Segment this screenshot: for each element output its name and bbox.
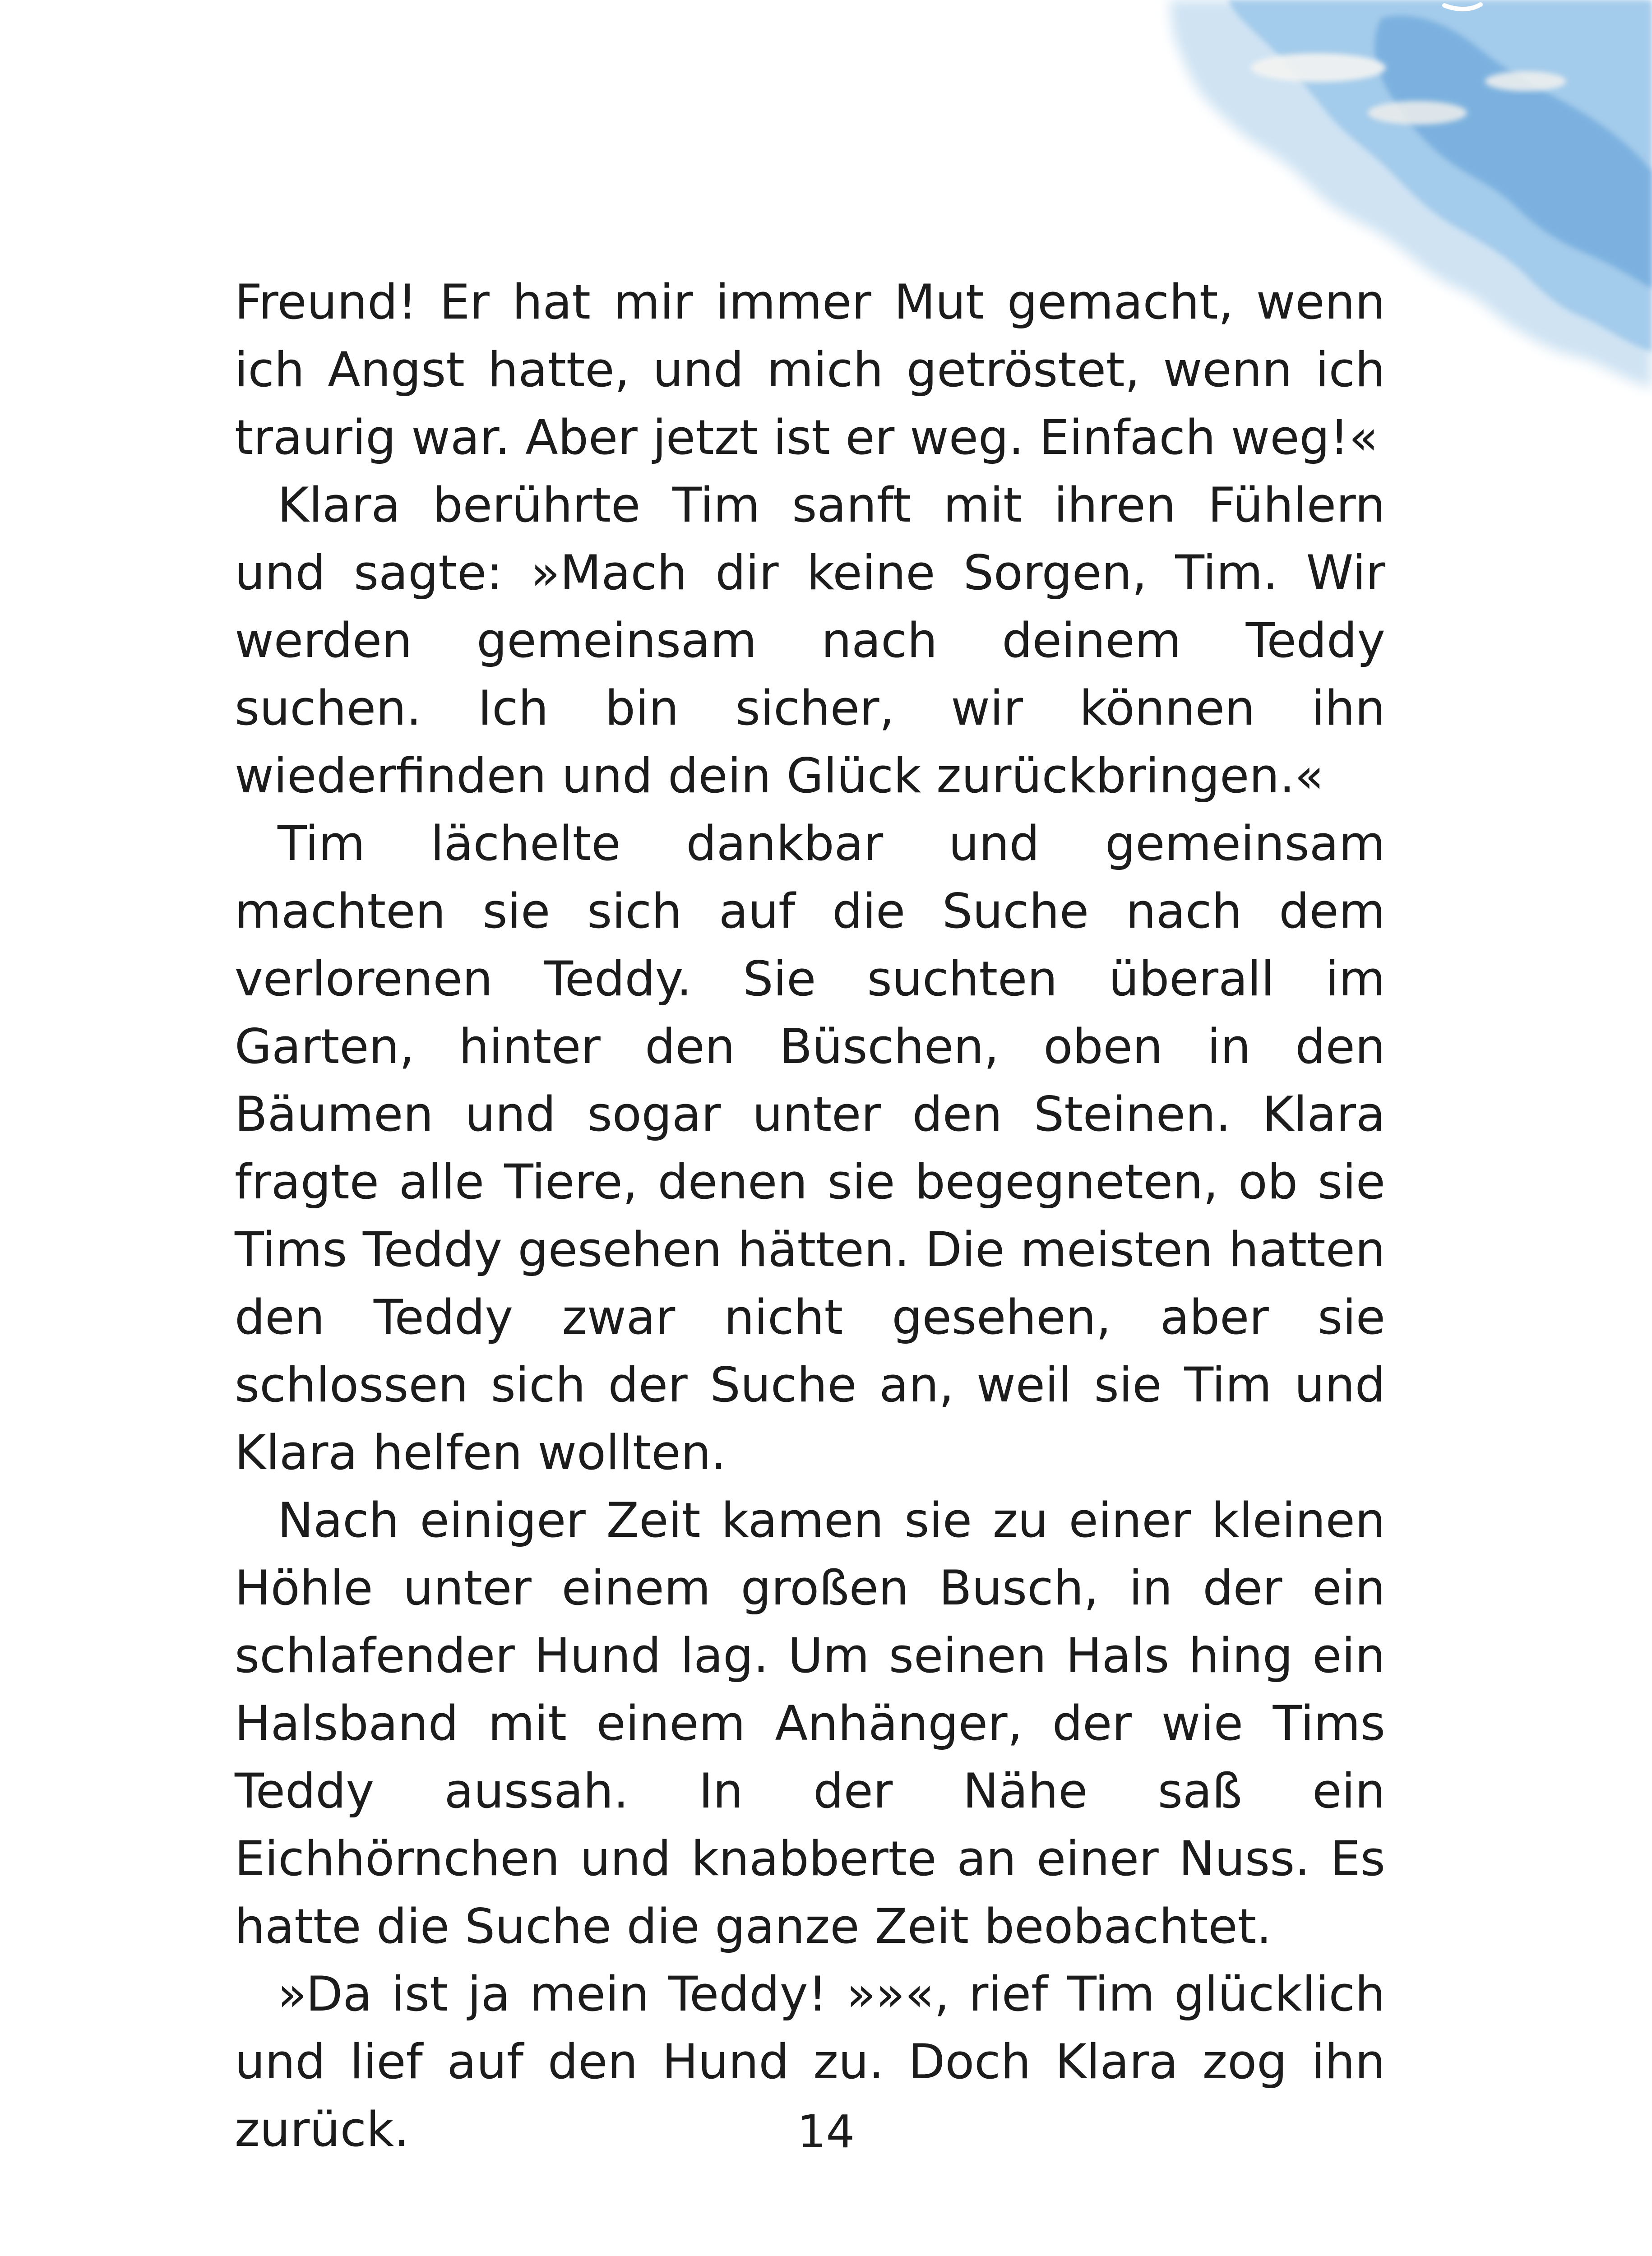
- story-text: [235, 268, 1385, 2164]
- paragraph-1: Freund! Er hat mir immer Mut gemacht, wenn ich Angst hatte, und mich getröstet, wenn ich traurig war. Aber jetzt ist er weg. Einfach weg!«: [235, 274, 1385, 465]
- cloud-shape: [1368, 101, 1467, 125]
- paragraph-5: »Da ist ja mein Teddy! »»«, rief Tim glücklich und lief auf den Hund zu. Doch Klara zog ihn zurück.: [235, 1966, 1385, 2157]
- paragraph-3: Tim lächelte dankbar und gemeinsam machten sie sich auf die Suche nach dem verlorenen Teddy. Sie suchten überall im Garten, hinter den Büschen, oben in den Bäumen und sogar unter den Steinen. Klara fragte alle Tiere, denen sie begegneten, ob sie Tims Teddy gesehen hätten. Die meisten hatten den Teddy zwar nicht gesehen, aber sie schlossen sich der Suche an, weil sie Tim und Klara helfen wollten.: [235, 816, 1385, 1480]
- cloud-shape: [1485, 71, 1566, 91]
- paragraph-2: Klara berührte Tim sanft mit ihren Fühlern und sagte: »Mach dir keine Sorgen, Tim. Wir werden gemeinsam nach deinem Teddy suchen. Ich bin sicher, wir können ihn wiederfinden und dein Glück zurückbringen.«: [235, 477, 1385, 804]
- paragraph-4: Nach einiger Zeit kamen sie zu einer kleinen Höhle unter einem großen Busch, in der ein schlafender Hund lag. Um seinen Hals hing ein Halsband mit einem Anhänger, der wie Tims Teddy aussah. In der Nähe saß ein Eichhörnchen und knabberte an einer Nuss. Es hatte die Suche die ganze Zeit beobachtet.: [235, 1493, 1385, 1954]
- page-number: 14: [797, 2105, 855, 2158]
- cloud-shape: [1250, 53, 1386, 82]
